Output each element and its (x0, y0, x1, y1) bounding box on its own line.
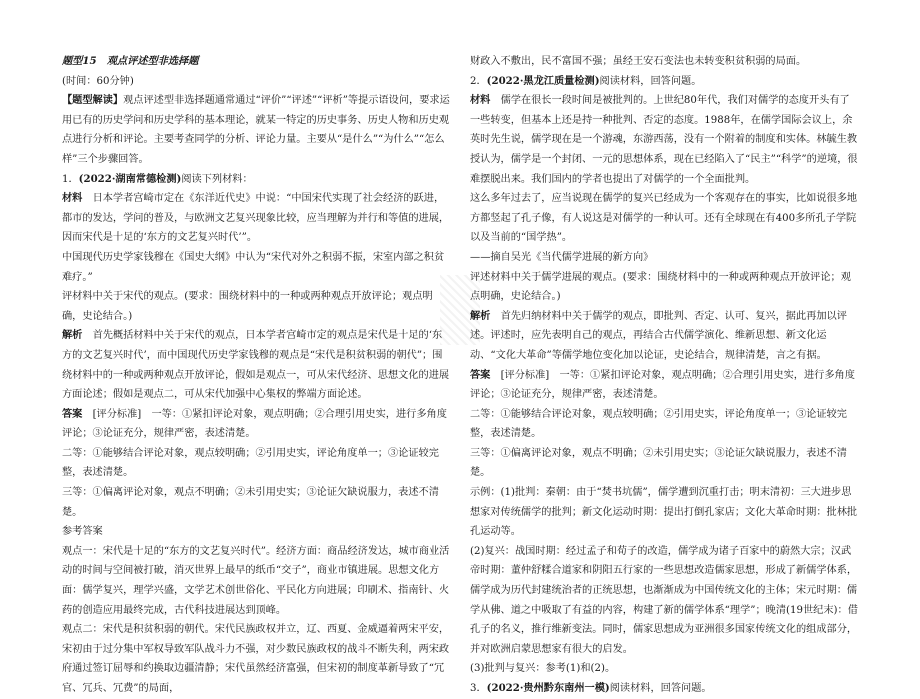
q1-source: (2022·湖南常德检测) (78, 172, 182, 185)
q1-material-2: 中国现代历史学家钱穆在《国史大纲》中认为“宋代对外之积弱不振，宋室内部之积贫难疗。” (62, 251, 445, 283)
q2-grade-2: 二等：①能够结合评论对象，观点较明确；②引用史实，评论角度单一；③论证较完整，表述清楚。 (470, 408, 847, 440)
analysis-label: 解析 (62, 329, 83, 342)
q2-number: 2． (470, 75, 487, 87)
right-column (470, 52, 858, 699)
q2-material (470, 91, 858, 189)
material-label: 材料 (470, 94, 491, 107)
q1-prompt: 评材料中关于宋代的观点。(要求：围绕材料中的一种或两种观点开放评论；观点明确，史论结合。) (62, 291, 433, 322)
analysis-text: 首先归纳材料中关于儒学的观点，即批判、否定、认可、复兴，据此再加以评述。评述时，应先表明自己的观点，再结合古代儒学演化、维新思想、新文化运动、“文化大革命”等儒学地位变化加以论证，史论结合，规律清楚，言之有据。 (470, 310, 847, 361)
left-column (62, 52, 450, 699)
material-text: 日本学者宫崎市定在《东洋近代史》中说：“中国宋代实现了社会经济的跃进，都市的发达，学问的普及，与欧洲文艺复兴现象比较，应当理解为并行和等值的进展，因而宋代是十足的‘东方的文艺复兴时代’”。 (62, 193, 450, 244)
q1-view-2-continued: 财政入不敷出，民不富国不强；虽经王安石变法也未转变积贫积弱的局面。 (470, 56, 807, 67)
q2-grade-3: 三等：①偏离评论对象，观点不明确；②未引用史实；③论证欠缺说服力，表述不清楚。 (470, 447, 847, 479)
material-label: 材料 (62, 192, 83, 205)
q1-grade-2: 二等：①能够结合评论对象，观点较明确；②引用史实，评论角度单一；③论证较完整，表述清楚。 (62, 447, 439, 479)
material-text: 儒学在很长一段时间是被批判的。上世纪80年代，我们对儒学的态度开头有了一些转变，但基本上还是持一种批判、否定的态度。1988年，在儒学国际会议上，余英时先生说，儒学现在是一个游魂，东游西荡，没有一个附着的制度和实体。林毓生教授认为，儒学是一个封闭、一元的思想体系，现在已经陷入了“民主”“科学”的逆境，很难摆脱出来。我们国内的学者也提出了对儒学的一个全面批判。 (470, 95, 858, 185)
q1-tail: 阅读下列材料： (181, 173, 253, 185)
q2-both: (3)批判与复兴：参考(1)和(2)。 (470, 663, 616, 675)
q1-number: 1． (62, 173, 79, 185)
q2-analysis (470, 307, 858, 366)
q2-prompt: 评述材料中关于儒学进展的观点。(要求：围绕材料中的一种或两种观点开放评论；观点明确，史论结合。) (470, 271, 851, 303)
q1-view-1: 观点一：宋代是十足的“东方的文艺复兴时代”。经济方面：商品经济发达，城市商业活动的时间与空间被打破，消灭世界上最早的纸币“交子”，商业市镇进展。思想文化方面：儒学复兴，理学兴盛，文学艺术创世俗化、平民化方向进展；印刷术、指南针、火药的创造应用最终完成，古代科技进展达到顶峰。 (62, 545, 450, 616)
answer-label: 答案 (62, 407, 83, 420)
q2-material-2: 这么多年过去了，应当说现在儒学的复兴已经成为一个客观存在的事实，比如说很多地方都竖起了孔子像，有人说这是对儒学的一种认可。还有全球现在有400多所孔子学院以及当前的“国学热”。 (470, 193, 858, 244)
q1-material (62, 189, 450, 248)
q2-revival: (2)复兴：战国时期：经过孟子和荀子的改造，儒学成为诸子百家中的蔚然大宗；汉武帝时期：董仲舒糅合道家和阴阳五行家的一些思想改造儒家思想，形成了新儒学体系，儒学成为历代封建统治者的正统思想，也渐渐成为中国传统文化的主体；宋元时期：儒学从佛、道之中吸取了有益的内容，构建了新的儒学体系“理学”；晚清(19世纪末)：借孔子的名义，推行维新变法。同时，儒家思想成为亚洲很多国家传统文化的组成部分，并对欧洲启蒙思想家有很大的启发。 (470, 545, 858, 655)
q2-tail: 阅读材料，回答问题。 (599, 75, 702, 87)
q3-tail: 阅读材料，回答问题。 (609, 683, 712, 694)
q2-citation: ——摘自吴光《当代儒学进展的新方向》 (470, 251, 654, 263)
q3-number: 3． (470, 683, 487, 694)
q2-example: 示例：(1)批判：秦朝：由于“焚书坑儒”，儒学遭到沉重打击；明末清初：三大进步思想家对传统儒学的批判；新文化运动时期：提出打倒孔家店；文化大革命时期：批林批孔运动等。 (470, 487, 858, 538)
q2-answer (470, 366, 858, 405)
question-3-heading (470, 679, 858, 699)
answer-text: [评分标准] 一等：①紧扣评论对象，观点明确；②合理引用史实，进行多角度评论；③论证充分，规律严密，表述清楚。 (62, 408, 447, 440)
analysis-text: 首先概括材料中关于宋代的观点，日本学者宫崎市定的观点是宋代是十足的‘东方的文艺复兴时代’，而中国现代历史学家钱穆的观点是“宋代是积贫积弱的朝代”；围绕材料中的一种或两种观点开放评论，假如是观点一，可从宋代经济、思想文化的进展方面论述；假如是观点二，可从宋代加强中心集权的弊端方面论述。 (62, 330, 450, 401)
question-2-heading (470, 72, 858, 92)
q3-source: (2022·贵州黔东南州一模) (486, 682, 610, 694)
answer-text: [评分标准] 一等：①紧扣评论对象，观点明确；②合理引用史实，进行多角度评论；③论证充分，规律严密，表述清楚。 (470, 369, 855, 401)
q1-view-2: 观点二：宋代是积贫积弱的朝代。宋代民族政权并立，辽、西夏、金威逼着两宋平安，宋初由于过分集中军权导致军队战斗力不强，对少数民族政权的战斗不断失利，两宋政府通过签订屈辱和约换取边疆清静；宋代虽然经济富强，但宋初的制度革新导致了“冗官、冗兵、冗费”的局面， (62, 624, 450, 694)
intro-text: 观点评述型非选择题通常通过“评价”“评述”“评析”等提示语设问，要求运用已有的历史学问和历史学科的基本理论，就某一特定的历史事务、历史人物和历史观点进行分析和评论。主要考查同学的分析、评论力量。主要从“是什么”“为什么”“怎么样”三个步骤回答。 (62, 95, 450, 165)
intro-paragraph (62, 91, 450, 169)
question-1-heading (62, 170, 450, 190)
time-limit: (时间：60分钟) (62, 75, 134, 87)
intro-label: 【题型解读】 (62, 94, 124, 107)
answer-label: 答案 (470, 368, 491, 381)
q1-answer (62, 405, 450, 444)
q2-source: (2022·黑龙江质量检测) (486, 74, 600, 87)
reference-answer-label: 参考答案 (62, 526, 103, 538)
q1-grade-3: 三等：①偏离评论对象，观点不明确；②未引用史实；③论证欠缺说服力，表述不清楚。 (62, 487, 439, 518)
section-title: 题型15 观点评述型非选择题 (62, 55, 199, 67)
q1-analysis (62, 326, 450, 404)
analysis-label: 解析 (470, 309, 491, 322)
